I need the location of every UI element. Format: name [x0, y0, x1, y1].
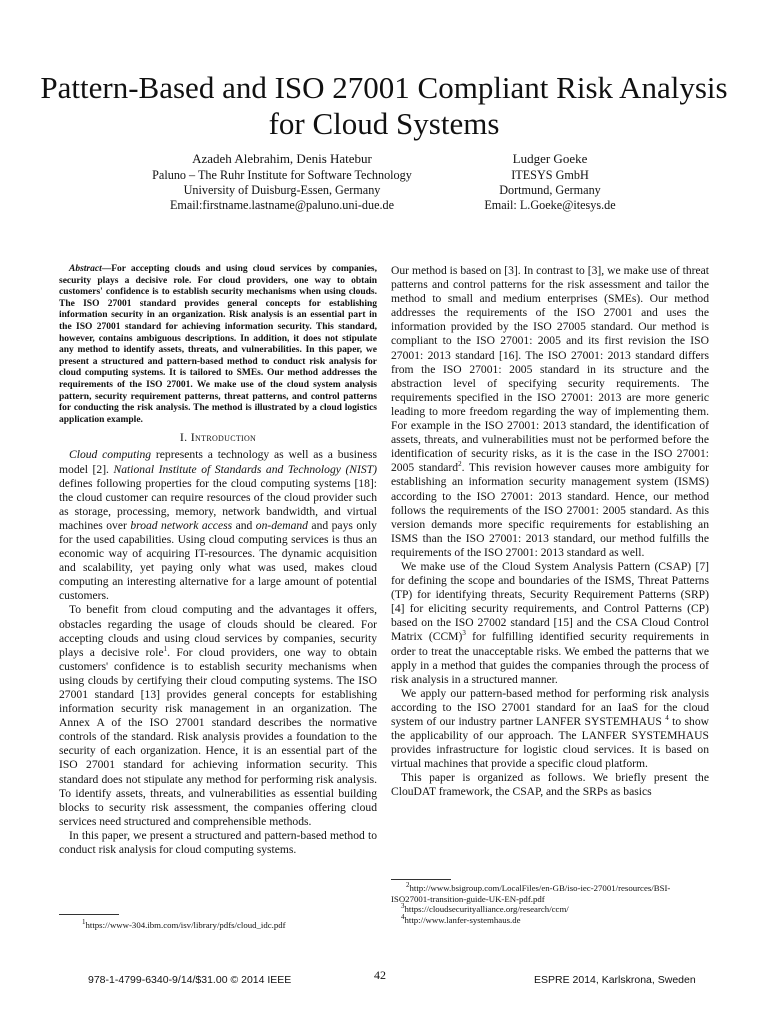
paragraph-intro-3: In this paper, we present a structured and pattern-based method to conduct risk analysis for cloud computing systems.: [59, 828, 377, 857]
footnote-mark: 4: [665, 714, 669, 723]
author-names: Azadeh Alebrahim, Denis Hatebur: [192, 151, 372, 166]
paragraph-intro-2: [59, 603, 377, 829]
footnote: [72, 920, 372, 931]
text: defines following properties for the cloud computing systems [18]: the cloud customer can require resources of the cloud provider such as storage, processing, memory, network bandwidth, and virtual machines over: [59, 476, 377, 532]
footnote-number: 1: [82, 918, 86, 927]
footnotes-right: [391, 883, 709, 925]
footer-conference: ESPRE 2014, Karlskrona, Sweden: [534, 974, 696, 986]
paragraph-method-2: [391, 560, 709, 687]
author-email: Email:firstname.lastname@paluno.uni-due.de: [169, 198, 395, 212]
emphasis: National Institute of Standards and Technology (NIST): [113, 462, 378, 476]
footnote-text: http://www.lanfer-systemhaus.de: [404, 914, 521, 925]
page-number: 42: [374, 968, 386, 982]
author-block-1: [112, 151, 452, 213]
text: and: [232, 518, 256, 532]
paragraph-method-4: This paper is organized as follows. We briefly present the ClouDAT framework, the CSAP, and the SRPs as basics: [391, 771, 709, 799]
footnote: [391, 912, 709, 926]
text: represents a technology as well as a business model [2].: [59, 448, 377, 476]
footnote-mark: 2: [458, 460, 462, 469]
right-column: [391, 264, 709, 800]
paragraph-intro-1: [59, 448, 377, 603]
author-institution: University of Duisburg-Essen, Germany: [183, 183, 381, 197]
section-number: I.: [179, 430, 188, 445]
text: Our method is based on [3]. In contrast to [3], we make use of threat patterns and control patterns for the risk assessment and tailor the method to small and medium enterprises (SMEs). Our method addresses the requirements of the ISO 27001 and uses the information provided by the ISO 27005 standard. Our method is compliant to the ISO 27001: 2005 and its first revision the ISO 27001: 2013 standard [16]. The ISO 27001: 2013 standard differs from the ISO 27001: 2005 standard in its structure and the abstraction level of specifying security requirements. The requirements specified in the ISO 27001: 2013 are more generic leading to more freedom regarding the way of implementing them. For example in the ISO 27001: 2013 standard, the identification of assets, threats, and vulnerabilities must not be performed before the identification of security risks, as it is the case in the ISO 27001: 2005 standard: [391, 264, 709, 475]
emphasis: Cloud computing: [69, 448, 152, 462]
footnotes-left: [72, 920, 372, 931]
paragraph-method-1: [391, 264, 709, 560]
footnote-number: 3: [401, 902, 405, 911]
footnote-mark: 3: [462, 629, 466, 638]
footnote-rule: [59, 914, 119, 915]
abstract: [59, 264, 377, 426]
text: and pays only for the used capabilities. Using cloud computing services is thus an economic way of acquiring IT-resources. The dynamic acquisition and scalability, yet paying only what was used, makes cloud computing an interesting alternative for a large amount of potential customers.: [59, 518, 377, 603]
footnote-text: https://www-304.ibm.com/isv/library/pdfs/cloud_idc.pdf: [85, 920, 286, 930]
footnote: [391, 904, 709, 915]
text: We make use of the Cloud System Analysis Pattern (CSAP) [7] for defining the scope and boundaries of the ISMS, Threat Patterns (TP) for identifying threats, Security Requirement Patterns (SRP) [4] for eliciting security requirements, and Control Patterns (CP) based on the ISO 27002 standard [15] and the CSA Cloud Control Matrix (CCM): [391, 559, 709, 644]
footnote-number: 4: [401, 912, 405, 921]
footer-copyright: 978-1-4799-6340-9/14/$31.00 © 2014 IEEE: [88, 974, 292, 986]
footnote-number: 2: [406, 881, 410, 890]
section-heading: [59, 430, 377, 444]
author-affiliation: Paluno – The Ruhr Institute for Software Technology: [152, 168, 412, 182]
text: for fulfilling identified security requirements in order to treat the unacceptable risks. We embed the patterns that we apply in a method that guides the companies through the process of risk analysis in a structured manner.: [391, 630, 709, 686]
footnote: [391, 883, 709, 904]
paragraph-method-3: [391, 687, 709, 772]
author-names: Ludger Goeke: [512, 151, 588, 166]
author-email: Email: L.Goeke@itesys.de: [484, 198, 616, 212]
footnote-mark: 1: [163, 644, 168, 653]
emphasis: broad network access: [130, 518, 233, 532]
text: . For cloud providers, one way to obtain customers' confidence is to establish security mechanisms when using clouds by certifying their cloud computing systems. The ISO 27001 standard [13] provides general concepts for establishing information security risk management in an organization. The Annex A of the ISO 27001 standard describes the normative controls of the standard. Risk analysis provides a foundation to the security of each organization. Hence, it is an essential part of the ISO 27001 standard for achieving information security. This standard does not stipulate any method for performing risk analysis. To identify assets, threats, and vulnerabilities as essential building blocks to security risk assessment, the companies offering cloud services need structured and comprehensible methods.: [59, 645, 377, 828]
author-affiliation: ITESYS GmbH: [511, 168, 589, 182]
text: We apply our pattern-based method for performing risk analysis according to the ISO 27001 standard for an IaaS for the cloud system of our industry partner LANFER SYSTEMHAUS: [391, 686, 709, 728]
footnote-text: https://cloudsecurityalliance.org/research/ccm/: [404, 904, 569, 915]
author-block-2: [450, 151, 650, 213]
text: To benefit from cloud computing and the advantages it offers, obstacles regarding the usage of clouds should be cleared. For accepting clouds and using cloud services by companies, security plays a decisive role: [59, 603, 377, 659]
abstract-text: —For accepting clouds and using cloud services by companies, security plays a decisive role. For cloud providers, one way to obtain customers' confidence is to establish security mechanisms when using clouds. The ISO 27001 standard provides general concepts for establishing information security in an organization. Risk analysis is an essential part in the ISO 27001 standard for achieving information security. This standard, however, contains ambiguous descriptions. In addition, it does not stipulate any method to identify assets, threats, and vulnerabilities. In this paper, we present a structured and pattern-based method to conduct risk analysis for cloud computing systems. It is tailored to SMEs. Our method addresses the requirements of the ISO 27001. We make use of the cloud system analysis pattern, security requirement patterns, threat patterns, and control patterns for conducting the risk analysis. The method is illustrated by a cloud logistics application example.: [59, 264, 377, 425]
emphasis: on-demand: [255, 518, 308, 532]
text: to show the applicability of our approach. The LANFER SYSTEMHAUS provides infrastructure for logistic cloud services. It is based on virtual machines that provide a specific cloud platform.: [391, 715, 709, 771]
left-column: [59, 264, 377, 857]
abstract-label: Abstract: [69, 264, 102, 274]
section-title: Introduction: [190, 430, 257, 445]
footnote-rule: [391, 879, 451, 880]
text: . This revision however causes more ambiguity for establishing an information security management system (ISMS) according to the ISO 27001: 2013 standard. Hence, our method follows the requirements of the ISO 27001: 2005 standard. As this version demands more specific requirements for establishing an ISMS than the ISO 27001: 2013 standard, our method fulfills the requirements of the ISO 27001: 2013 standard as well.: [391, 461, 709, 559]
footnote-text: http://www.bsigroup.com/LocalFiles/en-GB/iso-iec-27001/resources/BSI-ISO27001-transition-guide-UK-EN-pdf.pdf: [391, 883, 671, 904]
author-institution: Dortmund, Germany: [499, 183, 601, 197]
paper-title: Pattern-Based and ISO 27001 Compliant Risk Analysis for Cloud Systems: [40, 70, 728, 141]
